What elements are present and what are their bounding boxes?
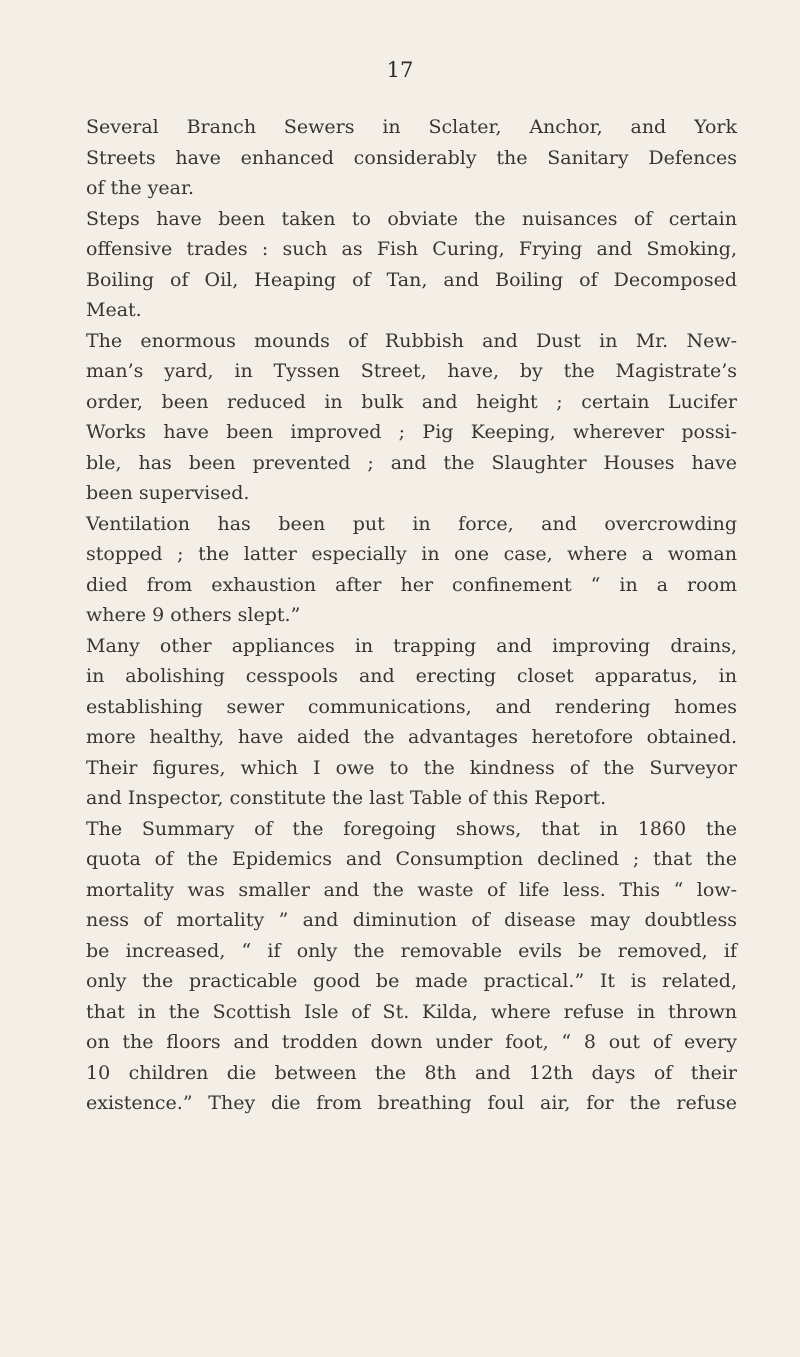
paragraph-rubbish: [86, 326, 737, 509]
text-line: offensive trades : such as Fish Curing, Frying and Smoking,: [86, 238, 737, 260]
text-line: of the year.: [86, 177, 195, 199]
text-line: existence.” They die from breathing foul air, for the refuse: [86, 1092, 737, 1114]
text-line: order, been reduced in bulk and height ; certain Lucifer: [86, 390, 737, 413]
text-line: more healthy, have aided the advantages heretofore obtained.: [86, 726, 737, 748]
text-line: on the floors and trodden down under foot, “ 8 out of every: [86, 1031, 737, 1053]
text-line: stopped ; the latter especially in one case, where a woman: [86, 543, 737, 565]
text-line: The enormous mounds of Rubbish and Dust in Mr. New-: [86, 329, 737, 352]
text-line: that in the Scottish Isle of St. Kilda, where refuse in thrown: [86, 1000, 737, 1023]
text-line: Meat.: [86, 299, 142, 321]
text-line: man’s yard, in Tyssen Street, have, by the Magistrate’s: [86, 360, 737, 382]
page-number: 17: [386, 58, 414, 82]
text-line: Many other appliances in trapping and improving drains,: [86, 634, 737, 657]
text-line: 10 children die between the 8th and 12th days of their: [86, 1061, 737, 1084]
text-line: mortality was smaller and the waste of life less. This “ low-: [86, 878, 737, 901]
body-text: [86, 112, 737, 1119]
text-line: Boiling of Oil, Heaping of Tan, and Boiling of Decomposed: [86, 268, 737, 291]
paragraph-offensive-trades: [86, 204, 737, 326]
text-line: Several Branch Sewers in Sclater, Anchor, and York: [86, 116, 737, 138]
text-line: The Summary of the foregoing shows, that in 1860 the: [86, 817, 737, 840]
text-line: be increased, “ if only the removable evils be removed, if: [86, 939, 737, 962]
text-line: Steps have been taken to obviate the nuisances of certain: [86, 207, 737, 230]
text-line: Works have been improved ; Pig Keeping, wherever possi-: [86, 421, 737, 443]
text-line: establishing sewer communications, and rendering homes: [86, 695, 737, 718]
text-line: in abolishing cesspools and erecting closet apparatus, in: [86, 665, 737, 687]
text-line: where 9 others slept.”: [86, 604, 301, 626]
paragraph-ventilation: [86, 509, 737, 631]
text-line: Streets have enhanced considerably the Sanitary Defences: [86, 146, 737, 169]
text-line: ness of mortality ” and diminution of disease may doubtless: [86, 909, 737, 931]
text-line: Ventilation has been put in force, and overcrowding: [86, 512, 737, 535]
text-line: quota of the Epidemics and Consumption declined ; that the: [86, 848, 737, 870]
text-line: ble, has been prevented ; and the Slaughter Houses have: [86, 451, 737, 474]
text-line: only the practicable good be made practical.” It is related,: [86, 970, 737, 992]
text-line: been supervised.: [86, 482, 250, 504]
text-line: died from exhaustion after her confinement “ in a room: [86, 573, 737, 596]
paragraph-sewers: [86, 112, 737, 204]
paragraph-appliances: [86, 631, 737, 814]
text-line: and Inspector, constitute the last Table of this Report.: [86, 787, 607, 809]
text-line: Their figures, which I owe to the kindness of the Surveyor: [86, 756, 737, 779]
paragraph-summary: [86, 814, 737, 1119]
